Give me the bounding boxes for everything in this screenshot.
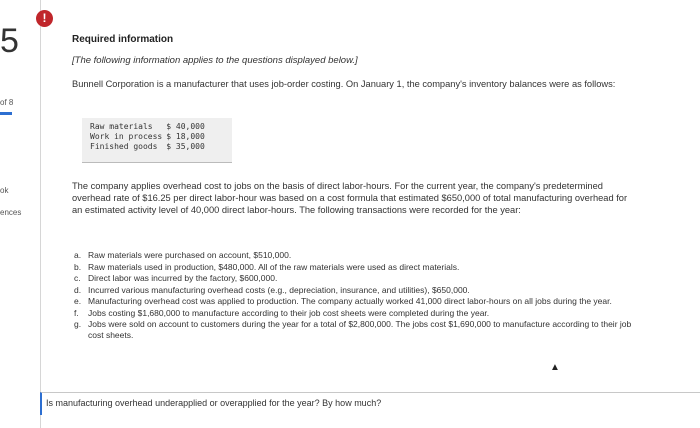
overhead-paragraph: The company applies overhead cost to jobs on the basis of direct labor-hours. For the current year, the company's predetermined overhead rate of $16.25 per direct labor-hour was based on a cost formula that estimated $650,000 of total manufacturing overhead for an estimated activity level of 40,000 direct labor-hours. The following transactions were recorded for the year:	[72, 181, 628, 215]
question-number: 5	[0, 22, 19, 60]
inventory-amount: $ 18,000	[166, 132, 205, 141]
list-marker: c.	[74, 273, 81, 283]
left-rail	[0, 0, 41, 428]
references-link[interactable]: ences	[0, 208, 22, 217]
list-marker: e.	[74, 296, 82, 306]
required-info-note: [The following information applies to the questions displayed below.]	[72, 55, 358, 66]
ebook-link[interactable]: ok	[0, 186, 9, 195]
inventory-amount: $ 35,000	[166, 142, 205, 151]
list-marker: b.	[74, 261, 82, 272]
question-count-label: of 8	[0, 98, 14, 107]
list-marker: f.	[74, 307, 79, 318]
intro-paragraph: Bunnell Corporation is a manufacturer that uses job-order costing. On January 1, the company's inventory balances were as follows:	[72, 79, 616, 89]
list-text: Raw materials used in production, $480,000. All of the raw materials were used as direct materials.	[88, 261, 460, 272]
list-marker: d.	[74, 284, 82, 295]
progress-indicator	[0, 112, 12, 115]
list-item	[72, 319, 637, 340]
inventory-name: Work in process	[90, 132, 163, 141]
inventory-name: Raw materials	[90, 122, 153, 131]
inventory-amount: $ 40,000	[166, 122, 205, 131]
list-item	[72, 262, 637, 273]
question-text: Is manufacturing overhead underapplied or overapplied for the year? By how much?	[46, 398, 382, 408]
list-marker: a.	[74, 250, 82, 260]
inventory-table	[82, 118, 232, 163]
list-item	[72, 285, 637, 296]
list-item	[72, 250, 637, 261]
question-prompt	[40, 392, 700, 415]
alert-icon: !	[36, 10, 53, 27]
mouse-cursor-icon: ▲	[550, 362, 560, 373]
list-text: Incurred various manufacturing overhead costs (e.g., depreciation, insurance, and utilities), $650,000.	[88, 284, 470, 295]
list-text: Raw materials were purchased on account, $510,000.	[88, 250, 292, 260]
list-text: Jobs were sold on account to customers during the year for a total of $2,800,000. The jobs cost $1,690,000 to manufacture according to their job cost sheets.	[88, 319, 632, 340]
list-item	[72, 296, 637, 307]
list-text: Jobs costing $1,680,000 to manufacture according to their job cost sheets were completed during the year.	[88, 307, 490, 318]
required-info-title: Required information	[72, 34, 174, 45]
table-row	[90, 122, 209, 132]
list-item	[72, 273, 637, 284]
transactions-list	[72, 250, 637, 341]
table-row	[90, 132, 209, 142]
table-row	[90, 142, 209, 152]
list-text: Manufacturing overhead cost was applied to production. The company actually worked 41,000 direct labor-hours on all jobs during the year.	[88, 296, 612, 306]
list-marker: g.	[74, 319, 82, 329]
inventory-name: Finished goods	[90, 142, 158, 151]
list-item	[72, 308, 637, 319]
list-text: Direct labor was incurred by the factory, $600,000.	[88, 273, 278, 283]
